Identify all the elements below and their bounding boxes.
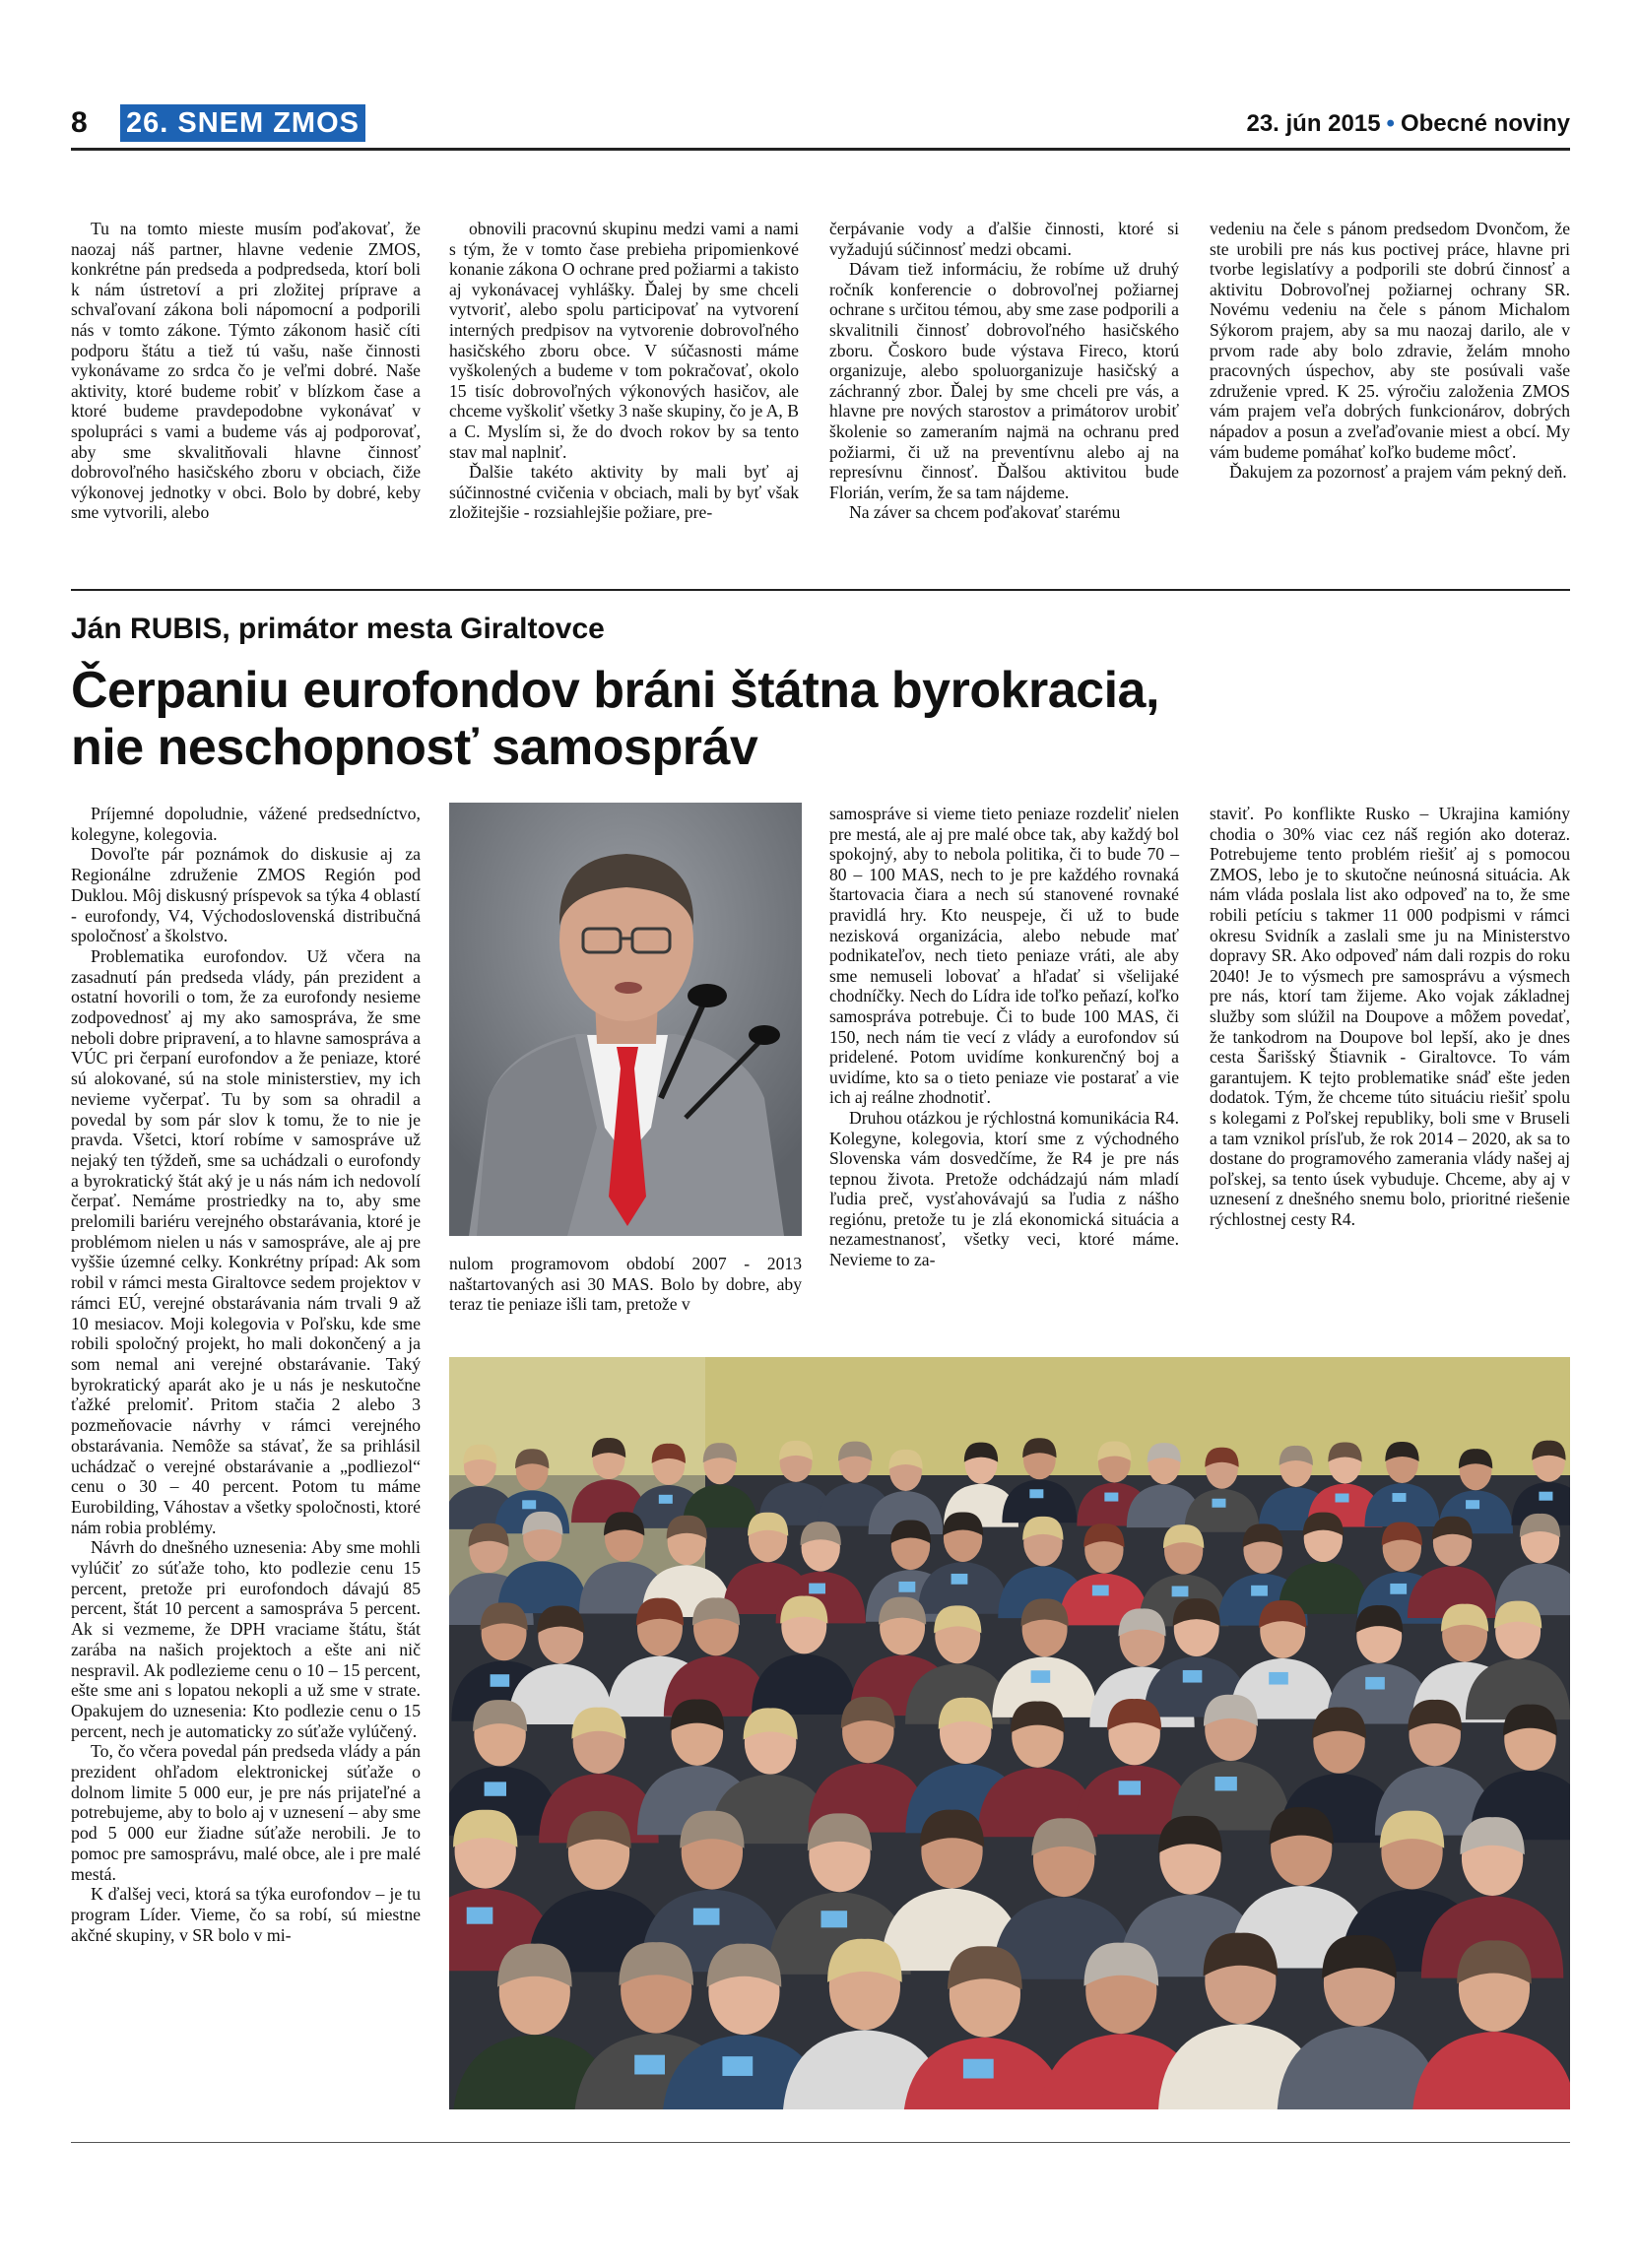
name-badge: [1092, 1586, 1109, 1596]
paragraph: Na záver sa chcem poďakovať starému: [849, 502, 1121, 523]
name-badge: [898, 1582, 915, 1592]
footer-rule: [71, 2142, 1570, 2143]
name-badge: [1392, 1493, 1406, 1502]
audience-crowd-photo: [449, 1357, 1570, 2109]
name-badge: [693, 1909, 720, 1925]
paragraph: nulom programovom období 2007 - 2013 naštartovaných asi 30 MAS. Bolo by dobre, aby teraz tie peniaze išli tam, pretože v: [449, 1254, 802, 1315]
main-column-4: [1210, 804, 1570, 1229]
paragraph: staviť. Po konflikte Rusko – Ukrajina kamióny chodia o 30% viac cez náš región ako doteraz. Potrebujeme tento problém riešiť aj s pomocou ZMOS, lebo je to skutočne neúnosná situácia. Ak nám vláda poslala list ako odpoveď na to, že sme robili petíciu s takmer 11 000 podpismi v rámci okresu Svidník a zaslali sme ju na Ministerstvo dopravy SR. Ako odpoveď nám dali rozpis do roku 2040! Je to výsmech pre samosprávu a výsmech pre nás, ktorí tam žijeme. Ako vojak základnej služby som slúžil na Doupove a môžem povedať, že tankodrom na Doupove bol lepší, ako je dnes cesta Šarišský Štiavnik - Giraltovce. To vám garantujem. K tejto problematike snáď ešte jeden dodatok. Tým, že chceme túto situáciu riešiť spolu s kolegami z Poľskej republiky, boli sme v Bruseli a tam vznikol prísľub, že rok 2014 – 2020, ak sa to dostane do programového zamerania vlády našej aj poľskej, sa tento úsek vybuduje. Chceme, aby aj v uznesení z dnešného snemu bolo, prioritné riešenie rýchlostnej cesty R4.: [1210, 804, 1570, 1229]
separator-dot: •: [1386, 110, 1395, 137]
name-badge: [1214, 1777, 1236, 1790]
name-badge: [491, 1674, 510, 1687]
name-badge: [820, 1911, 847, 1927]
portrait-illustration: [449, 803, 802, 1236]
name-badge: [1183, 1670, 1203, 1683]
page-number: 8: [71, 106, 88, 139]
name-badge: [634, 2055, 665, 2075]
name-badge: [963, 2059, 994, 2079]
paragraph: K ďalšej veci, ktorá sa týka eurofondov – je tu program Líder. Vieme, čo sa robí, sú miestne akčné skupiny, v SR bolo v mi-: [71, 1884, 421, 1945]
paragraph: čerpávanie vody a ďalšie činnosti, ktoré si vyžadujú súčinnosť medzi obcami.: [829, 219, 1179, 259]
name-badge: [1365, 1677, 1385, 1690]
speaker-portrait-photo: [449, 803, 802, 1236]
paragraph: Ďalšie takéto aktivity by mali byť aj súčinnostné cvičenia v obciach, mali by byť však zložitejšie - rozsiahlejšie požiare, pre-: [449, 462, 799, 523]
name-badge: [1029, 1489, 1043, 1498]
paragraph: Dovoľte pár poznámok do diskusie aj za Regionálne združenie ZMOS Región pod Duklou. Môj diskusný príspevok sa týka 4 oblastí - eurofondy, V4, Východoslovenská distribučná spoločnosť a školstvo.: [71, 844, 421, 946]
publication-name: Obecné noviny: [1400, 110, 1570, 137]
name-badge: [485, 1782, 506, 1795]
name-badge: [659, 1495, 673, 1504]
issue-date: 23. jún 2015: [1246, 110, 1381, 137]
paragraph: samospráve si vieme tieto peniaze rozdeliť nielen pre mestá, ale aj pre malé obce tak, aby každý bol spokojný, aby to nebola politika, či to bude 70 – 80 – 100 MAS, nech to je pre každého rovnaká štartovacia čiara a nech sú stanovené rovnaké pravidlá hry. Kto neuspeje, či už to bude nezisková organizácia, alebo nebude mať podnikateľov, nech tieto peniaze vráti, ale aby sme nemuseli lobovať a hľadať si všelijaké chodníčky. Nech do Lídra ide toľko peňazí, koľko samospráva potrebuje. Či to bude 100 MAS, či 150, nech nám tie vecí z vlády a eurofondov sú pridelené. Potom uvidíme konkurenčný boj a uvidíme, kto sa o tieto peniaze vie postarať a vie ich aj reálne zhodnotiť.: [829, 804, 1179, 1108]
name-badge: [1466, 1500, 1479, 1509]
headline-line-2: nie neschopnosť samospráv: [71, 719, 758, 776]
issue-info: [1246, 110, 1570, 138]
name-badge: [1251, 1586, 1268, 1596]
top-column-2: [449, 219, 799, 523]
name-badge: [1104, 1493, 1118, 1502]
page-header: [71, 102, 1570, 148]
name-badge: [1336, 1494, 1349, 1503]
top-column-4: [1210, 219, 1570, 483]
name-badge: [722, 2056, 753, 2076]
paragraph: vedeniu na čele s pánom predsedom Dvončom, že ste urobili pre nás kus poctivej práce, hlavne pri tvorbe legislatívy a podporili ste dobrú činnosť a aktivitu Dobrovoľnej požiarnej ochrany SR. Novému vedeniu na čele s pánom Michalom Sýkorom prajem, aby sa mu naozaj darilo, ale v prvom rade aby bolo zdravie, želám mnoho pracovných úspechov, aby ste posúvali vaše združenie vpred. K 25. výročiu založenia ZMOS vám prajem veľa dobrých funkcionárov, dobrých nápadov a posun a zveľaďovanie miest a obcí. My vám budeme pomáhať koľko budeme môcť.: [1210, 219, 1570, 462]
paragraph: Príjemné dopoludnie, vážené predsedníctvo, kolegyne, kolegovia.: [71, 804, 421, 844]
name-badge: [1172, 1587, 1189, 1597]
name-badge: [951, 1574, 968, 1585]
byline: Ján RUBIS, primátor mesta Giraltovce: [71, 613, 605, 645]
paragraph: Druhou otázkou je rýchlostná komunikácia R4. Kolegyne, kolegovia, ktorí sme z východného Slovenska vám dosvedčíme, že R4 je pre nás tepnou života. Pretože odchádzajú nám mladí ľudia preč, vysťahovávajú sa ľudia z nášho regiónu, pretože tu je zlá ekonomická situácia a nezamestnanosť, všetky veci, ktoré máme. Nevieme to za-: [829, 1107, 1179, 1270]
section-tag: 26. SNEM ZMOS: [120, 104, 365, 142]
main-column-2: [449, 1254, 802, 1315]
paragraph: obnovili pracovnú skupinu medzi vami a nami s tým, že v tomto čase prebieha pripomienkové konanie zákona O ochrane pred požiarmi a takisto aj vykonávacej vyhlášky. Ďalej by sme chceli vytvoriť, alebo spolu participovať na vytvorení interných predpisov na vytvorenie dobrovoľného hasičského zboru obce. V súčasnosti máme vyškolených a budeme v tom pokračovať, okolo 15 tisíc dobrovoľných výkonových hasičov, ale chceme vyškoliť všetky 3 naše skupiny, čo je A, B a C. Myslím si, že do dvoch rokov by sa tento stav mal naplniť.: [449, 219, 799, 462]
top-column-1: [71, 219, 421, 523]
top-column-3: [829, 219, 1179, 523]
name-badge: [809, 1584, 825, 1594]
main-column-1: [71, 804, 421, 1945]
paragraph: Problematika eurofondov. Už včera na zasadnutí pán predseda vlády, pán prezident a ostatní hovorili o tom, že za eurofondy nesieme zodpovednosť aj my ako samospráva, že sme neboli dobre pripravení, a to hlavne samospráva a VÚC pri čerpaní eurofondov a že peniaze, ktoré sú alokované, sú na stole ministerstiev, my ich nevieme vyčerpať. Tu by som sa ohradil a povedal by som pár slov k tomu, že to nie je pravda. Všetci, ktorí robíme v samospráve už nejaký ten týždeň, sme sa uchádzali o eurofondy a byrokratický štát aký je u nás nám ich nedovolí čerpať. Nemáme prostriedky na to, aby sme prelomili bariéru verejného obstarávania, ktoré je problémom nielen u nás v samospráve, ale aj pre vyššie územné celky. Konkrétny prípad: Ak som robil v rámci mesta Giraltovce sedem projektov v rámci EÚ, verejné obstarávania nám trvali 9 až 10 mesiacov. Moji kolegovia v Poľsku, kde sme robili spoločný projekt, ho mali dokončený a ja som nemal ani verejné obstarávanie. Taký byrokratický aparát ako je u nás je neskutočne ťažké prelomiť. Pritom stačia 2 alebo 3 pozmeňovacie návrhy v rámci verejného obstarávania. Nemôže sa stávať, že sa prihlásil uchádzač o verejné obstarávanie a „podliezol“ cenu o 30 – 40 percent. Potom tu máme Eurobilding, Váhostav a všetky spoločnosti, ktoré nám robia problémy.: [71, 945, 421, 1537]
paragraph: Tu na tomto mieste musím poďakovať, že naozaj náš partner, hlavne vedenie ZMOS, konkrétne pán predseda a podpredseda, ktorí boli k nám ústretoví a pri zložitej príprave a schvaľovaní zákona boli nápomocní a podporili nás v tomto zákone. Týmto zákonom hasič cíti podporu štátu a tiež tú vašu, naše činnosti vykonávame zo srdca čo je veľmi dobré. Naše aktivity, ktoré budeme robiť v blízkom čase a ktoré budeme pravdepodobne vykonávať v spolupráci s vami a budeme vás aj podporovať, aby sme skvalitňovali hlavne činnosť dobrovoľného hasičského zboru v obciach, čiže výkonovej jednotky v obci. Bolo by dobré, keby sme vytvorili, alebo: [71, 219, 421, 523]
paragraph: Ďakujem za pozornosť a prajem vám pekný deň.: [1229, 462, 1567, 483]
main-column-3: [829, 804, 1179, 1270]
name-badge: [522, 1500, 536, 1509]
headline: [71, 662, 1509, 776]
name-badge: [1031, 1670, 1051, 1683]
name-badge: [1390, 1584, 1407, 1594]
name-badge: [1212, 1499, 1225, 1508]
name-badge: [467, 1908, 493, 1924]
name-badge: [1539, 1492, 1552, 1501]
paragraph: Návrh do dnešného uznesenia: Aby sme mohli vylúčiť zo súťaže toho, kto podlezie cenu 15 percent, pretože pri eurofondoch dávajú 85 percent, štát 10 percent a samospráva 5 percent. Ak si vezmeme, že DPH vraciame štátu, štát zarába na našich projektoch a ešte ani nič nespravil. Ak podlezieme cenu o 10 – 15 percent, ešte sme ani s lopatou nekopli a už sme v strate. Opakujem do uznesenia: Kto podlezie cenu o 15 percent, nech je automaticky zo súťaže vylúčený.: [71, 1537, 421, 1741]
paragraph: Dávam tiež informáciu, že robíme už druhý ročník konferencie o dobrovoľnej požiarnej ochrane s určitou témou, aby sme zase podporili a skvalitnili činnosť dobrovoľného hasičského zboru. Čoskoro bude výstava Fireco, ktorú organizuje, alebo spoluorganizuje hasičský a záchranný zbor. Ďalej by sme chceli pre vás, a hlavne pre nových starostov a primátorov urobiť školenie so zameraním najmä na ochranu pred požiarmi, či už na preventívnu alebo aj na represívnu činnosť. Ďalšou aktivitou bude Florián, verím, že sa tam nájdeme.: [829, 259, 1179, 502]
header-rule: [71, 148, 1570, 151]
paragraph: To, čo včera povedal pán predseda vlády a pán prezident ohľadom elektronickej súťaže o dolnom limite 5 000 eur, je pre nás prijateľné a potrebujeme, aby to bolo aj v uznesení – aby sme pod 5 000 eur žiadne súťaže nerobili. Je to pomoc pre samosprávu, malé obce, ale i pre malé mestá.: [71, 1741, 421, 1884]
article-divider: [71, 589, 1570, 591]
crowd-illustration: [449, 1357, 1570, 2109]
name-badge: [1119, 1781, 1141, 1794]
name-badge: [1269, 1672, 1288, 1685]
headline-line-1: Čerpaniu eurofondov bráni štátna byrokracia,: [71, 662, 1159, 719]
